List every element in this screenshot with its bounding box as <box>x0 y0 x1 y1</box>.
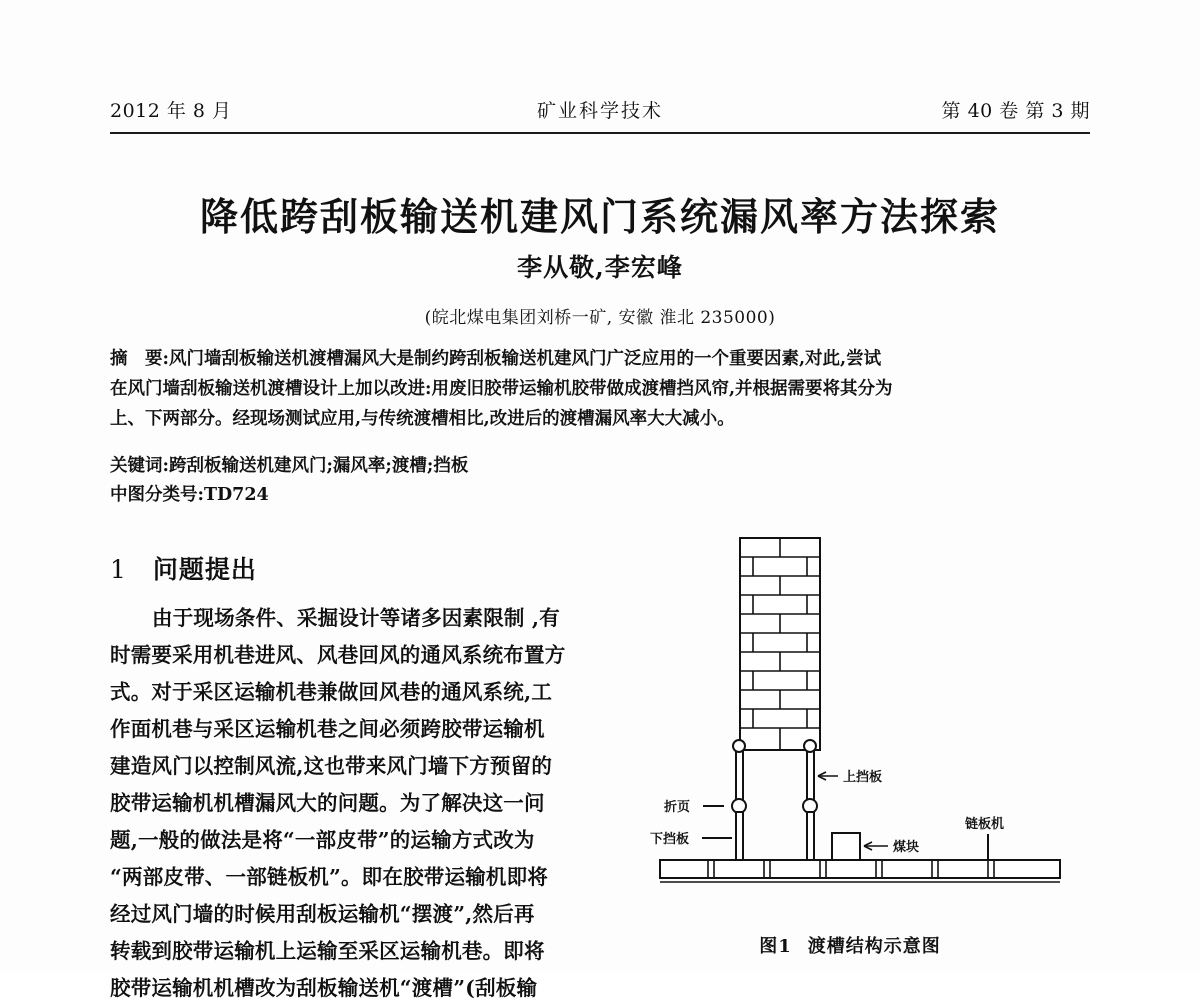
figure-caption <box>640 932 1060 958</box>
running-head-left: 2012 年 8 月 <box>110 100 232 122</box>
hinge-right <box>803 799 817 813</box>
label-chain-conveyor: 链板机 <box>965 817 1005 832</box>
lower-baffle-right <box>807 812 814 860</box>
body-line: 题,一般的做法是将“一部皮带”的运输方式改为 <box>110 828 535 852</box>
upper-baffle-left <box>736 750 743 800</box>
clc-label: 中图分类号: <box>110 485 204 505</box>
keywords-value: 跨刮板输送机建风门;漏风率;渡槽;挡板 <box>168 456 469 476</box>
keywords-line <box>110 452 468 481</box>
article-authors: 李从敬,李宏峰 <box>517 253 683 282</box>
hinge-left <box>732 799 746 813</box>
upper-baffle-right <box>807 750 814 800</box>
body-line: 经过风门墙的时候用刮板运输机“摆渡”,然后再 <box>110 902 535 926</box>
wall-hinge-right <box>804 740 816 752</box>
article-title: 降低跨刮板输送机建风门系统漏风率方法探索 <box>199 194 1000 239</box>
section-number: 1 <box>110 555 127 584</box>
body-line: 建造风门以控制风流,这也带来风门墙下方预留的 <box>110 754 553 778</box>
label-hinge: 折页 <box>664 800 691 815</box>
chain-conveyor-base <box>660 860 1060 882</box>
abstract-label: 摘 要: <box>110 349 169 369</box>
section-heading-1 <box>110 550 257 586</box>
figure-caption-text: 渡槽结构示意图 <box>807 936 941 957</box>
coal-block <box>832 833 860 860</box>
wall-hinge-left <box>733 740 745 752</box>
body-line: “两部皮带、一部链板机”。即在胶带运输机即将 <box>110 865 548 889</box>
label-upper-baffle: 上挡板 <box>843 770 883 785</box>
abstract-line-2: 在风门墙刮板输送机渡槽设计上加以改进:用废旧胶带运输机胶带做成渡槽挡风帘,并根据需要将其分为 <box>110 379 893 399</box>
clc-line <box>110 481 269 510</box>
abstract-block <box>110 344 1092 434</box>
figure-number: 图1 <box>759 936 792 957</box>
body-line: 胶带运输机机槽漏风大的问题。为了解决这一问 <box>110 791 545 815</box>
body-column-left <box>110 600 602 1007</box>
abstract-line-1 <box>110 344 1092 374</box>
header-rule <box>110 132 1090 134</box>
abstract-line-3: 上、下两部分。经现场测试应用,与传统渡槽相比,改进后的渡槽漏风率大大减小。 <box>110 409 735 429</box>
label-coal-block: 煤块 <box>893 840 920 855</box>
section-title: 问题提出 <box>152 555 257 584</box>
clc-value: TD724 <box>203 485 269 505</box>
figure-1 <box>640 528 1100 968</box>
body-line: 由于现场条件、采掘设计等诸多因素限制 ,有 <box>152 606 560 630</box>
body-line: 胶带运输机机槽改为刮板输送机“渡槽”(刮板输 <box>110 976 538 1000</box>
body-line: 作面机巷与采区运输机巷之间必须跨胶带运输机 <box>110 717 545 741</box>
body-line: 式。对于采区运输机巷兼做回风巷的通风系统,工 <box>110 680 553 704</box>
brick-wall <box>740 538 820 750</box>
journal-name: 矿业科学技术 <box>536 100 663 122</box>
author-affiliation: (皖北煤电集团刘桥一矿, 安徽 淮北 235000) <box>424 308 776 328</box>
lower-baffle-left <box>736 812 743 860</box>
running-head <box>110 96 1090 130</box>
flume-structure-diagram <box>640 528 1100 938</box>
running-head-right: 第 40 卷 第 3 期 <box>941 100 1090 122</box>
label-lower-baffle: 下挡板 <box>650 832 690 847</box>
keywords-label: 关键词: <box>110 456 169 476</box>
body-line: 转载到胶带运输机上运输至采区运输机巷。即将 <box>110 939 545 963</box>
abstract-text-1: 风门墙刮板输送机渡槽漏风大是制约跨刮板输送机建风门广泛应用的一个重要因素,对此,尝试 <box>168 349 882 369</box>
body-line: 时需要采用机巷进风、风巷回风的通风系统布置方 <box>110 643 566 667</box>
